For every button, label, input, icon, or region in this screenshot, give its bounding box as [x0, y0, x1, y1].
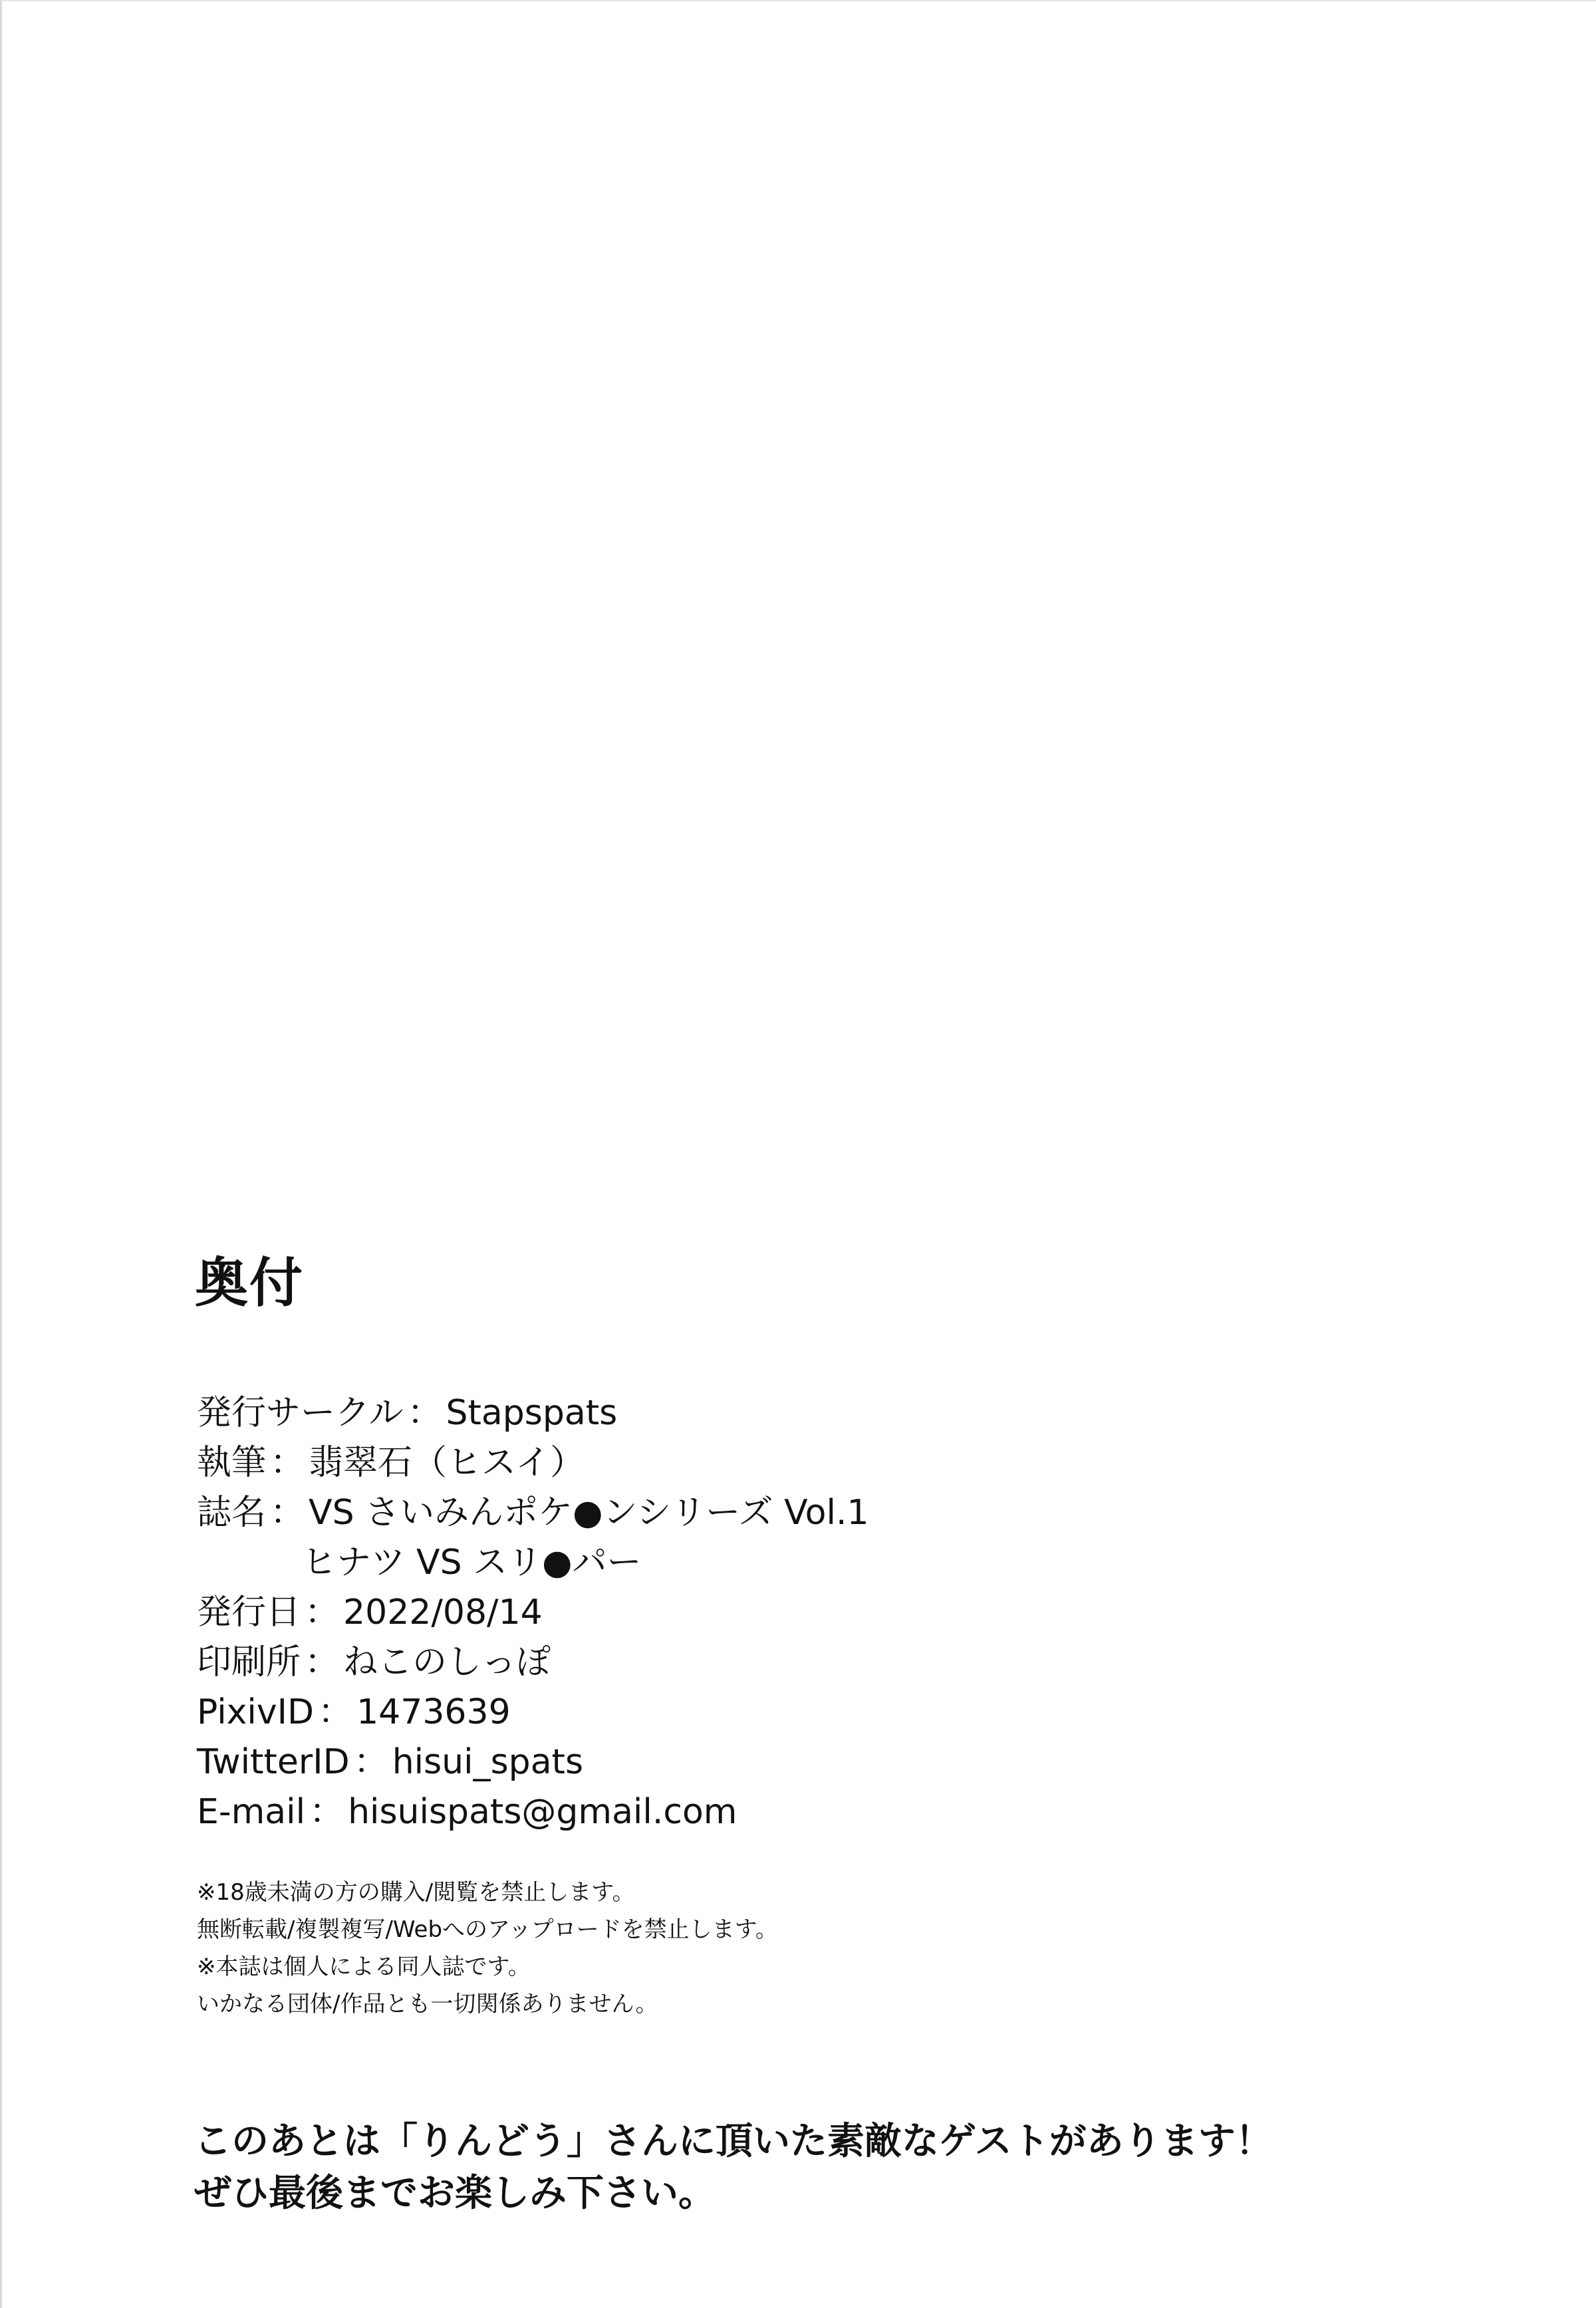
notice-line: ※本誌は個人による同人誌です。 — [197, 1954, 531, 1980]
author-value: 翡翠石（ヒスイ） — [309, 1443, 585, 1483]
notice-line: いかなる団体/作品とも一切関係ありません。 — [197, 1991, 658, 2017]
twitter-separator: ： — [353, 1742, 388, 1782]
notice-block — [197, 1874, 778, 2023]
email-value: hisuispats@gmail.com — [348, 1792, 737, 1832]
book-label: 誌名 — [197, 1493, 267, 1533]
author-label: 執筆 — [197, 1443, 267, 1483]
colophon-row-printer — [197, 1638, 869, 1688]
twitter-value: hisui_spats — [392, 1742, 584, 1782]
date-separator: ： — [305, 1593, 340, 1632]
colophon-block — [197, 1388, 869, 1837]
notice-line: 無断転載/複製複写/Webへのアップロードを禁止します。 — [197, 1916, 778, 1943]
date-value: 2022/08/14 — [343, 1593, 543, 1632]
circle-separator: ： — [407, 1393, 442, 1433]
guest-message-line: このあとは「りんどう」さんに頂いた素敵なゲストがあります！ — [194, 2120, 1273, 2163]
colophon-row-pixiv — [197, 1688, 869, 1737]
book-separator: ： — [270, 1493, 305, 1533]
notice-line: ※18歳未満の方の購入/閲覧を禁止します。 — [197, 1879, 635, 1906]
colophon-row-twitter — [197, 1737, 869, 1787]
colophon-row-author — [197, 1438, 869, 1488]
pixiv-separator: ： — [318, 1692, 353, 1732]
email-separator: ： — [309, 1792, 344, 1832]
colophon-row-email — [197, 1787, 869, 1837]
colophon-row-date — [197, 1588, 869, 1638]
date-label: 発行日 — [197, 1593, 301, 1632]
guest-message-block — [194, 2116, 1273, 2220]
pixiv-value: 1473639 — [356, 1692, 511, 1732]
printer-label: 印刷所 — [197, 1642, 301, 1682]
printer-value: ねこのしっぽ — [343, 1642, 551, 1682]
book-value: VS さいみんポケ●ンシリーズ Vol.1 — [309, 1493, 869, 1533]
printer-separator: ： — [305, 1642, 340, 1682]
guest-message-line: ぜひ最後までお楽しみ下さい。 — [194, 2172, 716, 2215]
page-title: 奥付 — [195, 1252, 304, 1314]
author-separator: ： — [270, 1443, 305, 1483]
pixiv-label: PixivID — [197, 1692, 315, 1732]
colophon-row-circle — [197, 1388, 869, 1438]
colophon-row-book-line2 — [197, 1538, 869, 1588]
book-value-line2: ヒナツ VS スリ●パー — [302, 1543, 642, 1583]
circle-label: 発行サークル — [197, 1393, 404, 1433]
colophon-row-book — [197, 1488, 869, 1538]
circle-value: Stapspats — [446, 1393, 618, 1433]
email-label: E-mail — [197, 1792, 306, 1832]
twitter-label: TwitterID — [197, 1742, 350, 1782]
